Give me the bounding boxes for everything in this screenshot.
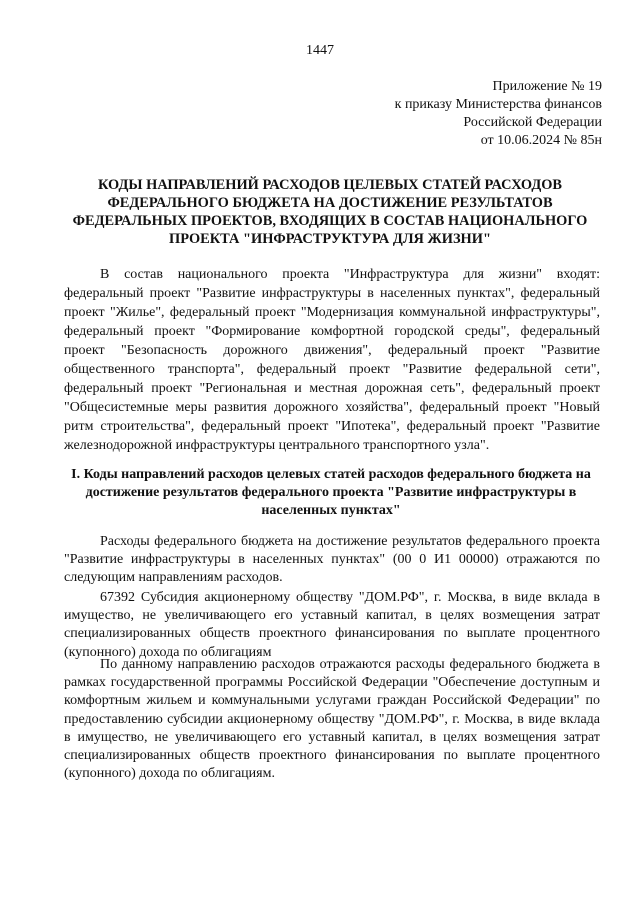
document-title: КОДЫ НАПРАВЛЕНИЙ РАСХОДОВ ЦЕЛЕВЫХ СТАТЕЙ РАСХОДОВ ФЕДЕРАЛЬНОГО БЮДЖЕТА НА ДОСТИЖЕНИЕ РЕЗУЛЬТАТОВ ФЕДЕРАЛЬНЫХ ПРОЕКТОВ, ВХОДЯЩИХ В СОСТАВ НАЦИОНАЛЬНОГО ПРОЕКТА "ИНФРАСТРУКТУРА ДЛЯ ЖИЗНИ" xyxy=(72,177,588,247)
appendix-line: к приказу Министерства финансов xyxy=(394,97,602,112)
intro-paragraph: В состав национального проекта "Инфраструктура для жизни" входят: федеральный проект "Развитие инфраструктуры в населенных пунктах", федеральный проект "Жилье", федеральный проект "Модернизация коммунальной инфраструктуры", федеральный проект "Формирование комфортной городской среды", федеральный проект "Безопасность дорожного движения", федеральный проект "Развитие общественного транспорта", федеральный проект "Развитие федеральной сети", федеральный проект "Региональная и местная дорожная сеть", федеральный проект "Общесистемные меры развития дорожного хозяйства", федеральный проект "Новый ритм строительства", федеральный проект "Ипотека", федеральный проект "Развитие железнодорожной инфраструктуры центрального транспортного узла". xyxy=(64,267,600,453)
page-number: 1447 xyxy=(306,43,334,58)
section-heading: I. Коды направлений расходов целевых статей расходов федерального бюджета на достижение результатов федерального проекта "Развитие инфраструктуры в населенных пунктах" xyxy=(71,467,591,518)
appendix-block xyxy=(370,78,602,150)
appendix-line: от 10.06.2024 № 85н xyxy=(480,133,602,148)
appendix-line: Российской Федерации xyxy=(463,115,602,130)
section-paragraph: 67392 Субсидия акционерному обществу "ДОМ.РФ", г. Москва, в виде вклада в имущество, не увеличивающего его уставный капитал, в целях возмещения затрат специализированных обществ проектного финансирования по выплате процентного (купонного) дохода по облигациям xyxy=(64,590,600,660)
section-paragraph: По данному направлению расходов отражаются расходы федерального бюджета в рамках государственной программы Российской Федерации "Обеспечение доступным и комфортным жильем и коммунальными услугами граждан Российской Федерации" по предоставлению субсидии акционерному обществу "ДОМ.РФ", г. Москва, в виде вклада в имущество, не увеличивающего его уставный капитал, в целях возмещения затрат специализированных обществ проектного финансирования по выплате процентного (купонного) дохода по облигациям. xyxy=(64,657,600,782)
appendix-line: Приложение № 19 xyxy=(492,79,602,94)
section-paragraph: Расходы федерального бюджета на достижение результатов федерального проекта "Развитие инфраструктуры в населенных пунктах" (00 0 И1 00000) отражаются по следующим направлениям расходов. xyxy=(64,534,600,586)
